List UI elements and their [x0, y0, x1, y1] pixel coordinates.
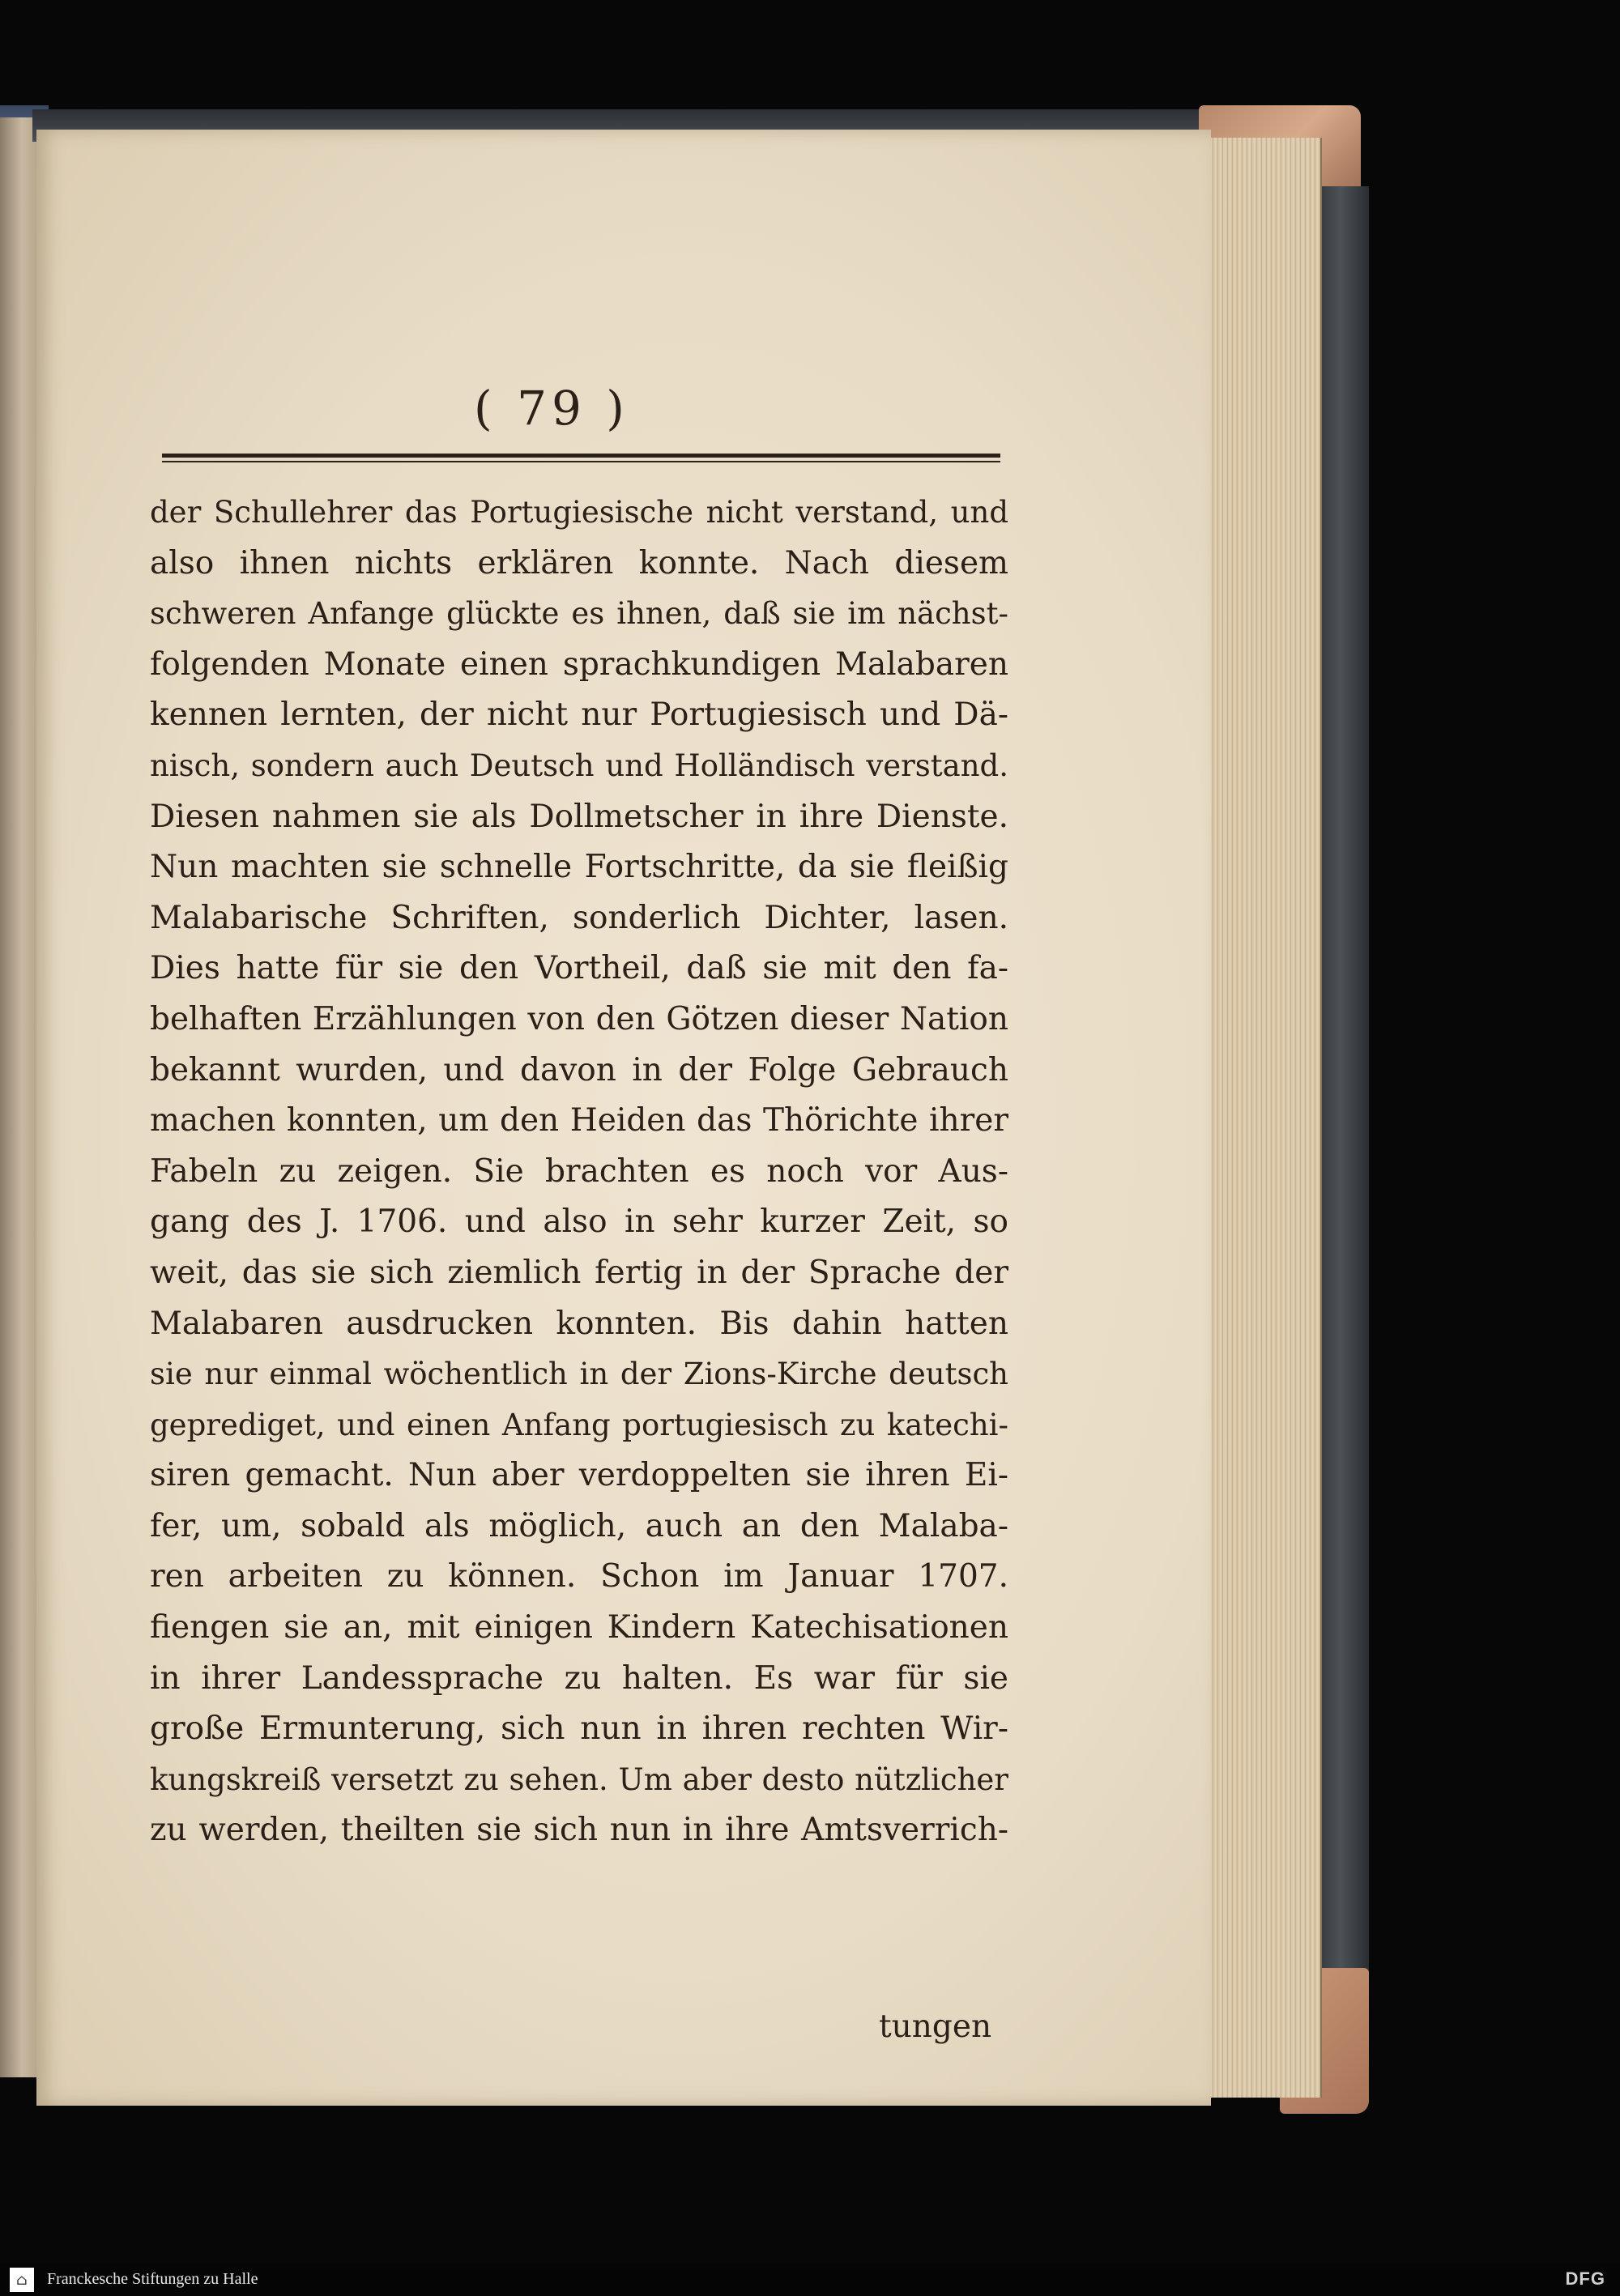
left-page-edge — [0, 117, 38, 2077]
text-line — [150, 1197, 1008, 1248]
text-line-content: in ihrer Landessprache zu halten. Es war für sie — [150, 1659, 1008, 1697]
text-line-content: schweren Anfange glückte es ihnen, daß sie im nächst- — [150, 596, 1008, 632]
text-line — [150, 1046, 1008, 1097]
text-line — [150, 1299, 1008, 1350]
text-line — [150, 1805, 1008, 1856]
text-line-content: ren arbeiten zu können. Schon im Januar 1707. — [150, 1558, 1008, 1595]
book — [0, 105, 1377, 2114]
text-line-content: gang des J. 1706. und also in sehr kurzer Zeit, so — [150, 1203, 1008, 1241]
text-line-content: siren gemacht. Nun aber verdoppelten sie ihren Ei- — [150, 1457, 1008, 1494]
text-line — [150, 1755, 1008, 1806]
text-line — [150, 1096, 1008, 1147]
catchword: tungen — [879, 2008, 992, 2045]
text-line-content: kungskreiß versetzt zu sehen. Um aber desto nützlicher — [150, 1761, 1008, 1797]
page-stack — [1199, 138, 1322, 2098]
institution-logo-icon: ⌂ — [10, 2268, 34, 2292]
text-line — [150, 589, 1008, 640]
text-line — [150, 1248, 1008, 1299]
text-line — [150, 1349, 1008, 1400]
text-line-content: Nun machten sie schnelle Fortschritte, da sie fleißig — [150, 849, 1008, 886]
text-line-content: Dies hatte für sie den Vortheil, daß sie mit den fa- — [150, 950, 1008, 987]
text-line — [150, 741, 1008, 792]
text-line — [150, 690, 1008, 741]
text-line-content: machen konnten, um den Heiden das Thörichte ihrer — [150, 1102, 1008, 1139]
text-line-content: bekannt wurden, und davon in der Folge Gebrauch — [150, 1051, 1008, 1088]
text-line-content: belhaften Erzählungen von den Götzen dieser Nation — [150, 1000, 1008, 1037]
text-line-content: fiengen sie an, mit einigen Kindern Katechisationen — [150, 1609, 1008, 1646]
text-line — [150, 1704, 1008, 1755]
text-line-content: kennen lernten, der nicht nur Portugiesisch und Dä- — [150, 696, 1008, 734]
text-line — [150, 488, 1008, 539]
page-number: ( 79 ) — [474, 381, 629, 436]
text-line-content: der Schullehrer das Portugiesische nicht verstand, und — [150, 495, 1008, 530]
funder-logo: DFG — [1565, 2268, 1605, 2289]
text-line — [150, 1502, 1008, 1553]
text-line-content: Diesen nahmen sie als Dollmetscher in ihre Dienste. — [150, 798, 1008, 835]
text-line-content: nisch, sondern auch Deutsch und Holländisch verstand. — [150, 748, 1008, 783]
text-line-content: fer, um, sobald als möglich, auch an den Malaba- — [150, 1507, 1008, 1544]
text-line — [150, 1552, 1008, 1603]
text-line-content: geprediget, und einen Anfang portugiesisch zu katechi- — [150, 1407, 1008, 1442]
text-line — [150, 1147, 1008, 1198]
footer-bar — [0, 2264, 1620, 2296]
header-rule — [162, 454, 1000, 462]
text-line — [150, 539, 1008, 590]
text-line — [150, 944, 1008, 995]
footer-institution: Franckesche Stiftungen zu Halle — [47, 2270, 258, 2288]
text-line — [150, 640, 1008, 691]
text-line-content: Fabeln zu zeigen. Sie brachten es noch vor Aus- — [150, 1152, 1008, 1190]
body-text — [150, 488, 1008, 1856]
text-line-content: also ihnen nichts erklären konnte. Nach diesem — [150, 544, 1008, 581]
text-line — [150, 792, 1008, 843]
text-line-content: zu werden, theilten sie sich nun in ihre Amtsverrich- — [150, 1812, 1008, 1849]
text-line-content: folgenden Monate einen sprachkundigen Malabaren — [150, 645, 1008, 683]
text-line — [150, 995, 1008, 1046]
text-line — [150, 1603, 1008, 1654]
text-line — [150, 842, 1008, 893]
text-line-content: weit, das sie sich ziemlich fertig in der Sprache der — [150, 1254, 1008, 1291]
book-page — [36, 130, 1211, 2106]
text-line — [150, 893, 1008, 944]
text-line-content: Malabaren ausdrucken konnten. Bis dahin hatten — [150, 1305, 1008, 1342]
text-line-content: sie nur einmal wöchentlich in der Zions-Kirche deutsch — [150, 1357, 1008, 1392]
text-line-content: große Ermunterung, sich nun in ihren rechten Wir- — [150, 1710, 1008, 1748]
text-line — [150, 1654, 1008, 1705]
text-line-content: Malabarische Schriften, sonderlich Dichter, lasen. — [150, 899, 1008, 936]
text-line — [150, 1400, 1008, 1451]
text-line — [150, 1450, 1008, 1502]
